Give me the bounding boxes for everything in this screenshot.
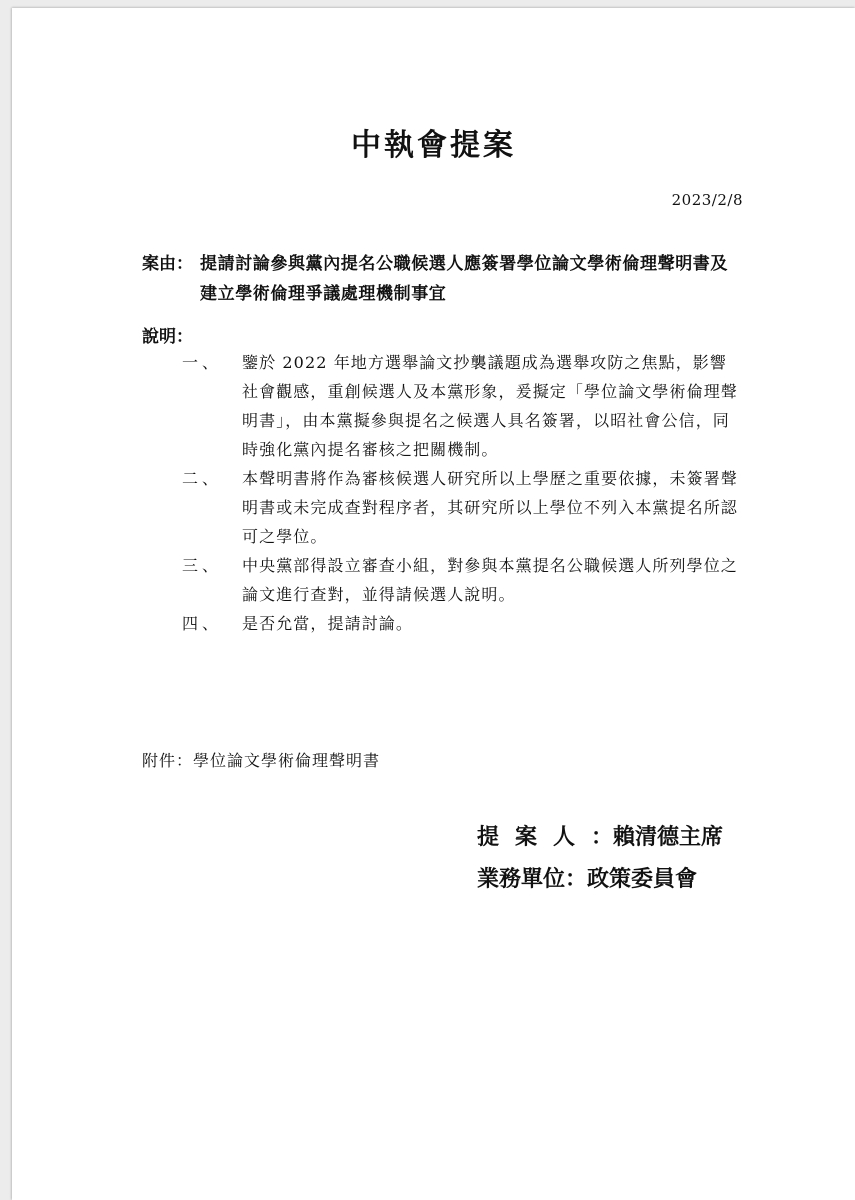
- unit-value: ：政策委員會: [565, 866, 698, 892]
- unit-key: 業務單位: [477, 866, 566, 892]
- item-number: 二、: [182, 469, 223, 488]
- item-text: 中央黨部得設立審查小組，對參與本黨提名公職候選人所列學位之論文進行查對，並得請候選人說明。: [242, 556, 738, 604]
- proposer-row: [477, 816, 723, 858]
- proposer-value: ：賴清德主席: [591, 824, 724, 850]
- subject-label: 案由：: [142, 254, 193, 274]
- explanation-list: [182, 348, 772, 638]
- item-text: 鑒於 2022 年地方選舉論文抄襲議題成為選舉攻防之焦點，影響社會觀感，重創候選人及本黨形象，爰擬定「學位論文學術倫理聲明書」，由本黨擬參與提名之候選人具名簽署，以昭社會公信，同時強化黨內提名審核之把關機制。: [242, 353, 738, 459]
- signature-block: [477, 816, 723, 900]
- list-item: [182, 609, 772, 638]
- document-date: 2023/2/8: [671, 191, 743, 209]
- subject-text: 提請討論參與黨內提名公職候選人應簽署學位論文學術倫理聲明書及建立學術倫理爭議處理機制事宜: [200, 254, 728, 304]
- item-number: 一、: [182, 353, 223, 372]
- list-item: [182, 551, 772, 609]
- item-text: 是否允當，提請討論。: [242, 614, 414, 633]
- list-item: [182, 464, 772, 551]
- subject-block: [142, 249, 742, 309]
- item-number: 三、: [182, 556, 223, 575]
- document-page: [12, 8, 855, 1200]
- unit-row: [477, 858, 723, 900]
- proposer-key: 提案人: [477, 824, 592, 850]
- attachment-note: 附件：學位論文學術倫理聲明書: [142, 751, 381, 770]
- document-title: 中執會提案: [351, 128, 516, 163]
- item-number: 四、: [182, 614, 223, 633]
- list-item: [182, 348, 772, 464]
- explain-label: 說明：: [142, 327, 193, 347]
- item-text: 本聲明書將作為審核候選人研究所以上學歷之重要依據，未簽署聲明書或未完成查對程序者，其研究所以上學位不列入本黨提名所認可之學位。: [242, 469, 738, 546]
